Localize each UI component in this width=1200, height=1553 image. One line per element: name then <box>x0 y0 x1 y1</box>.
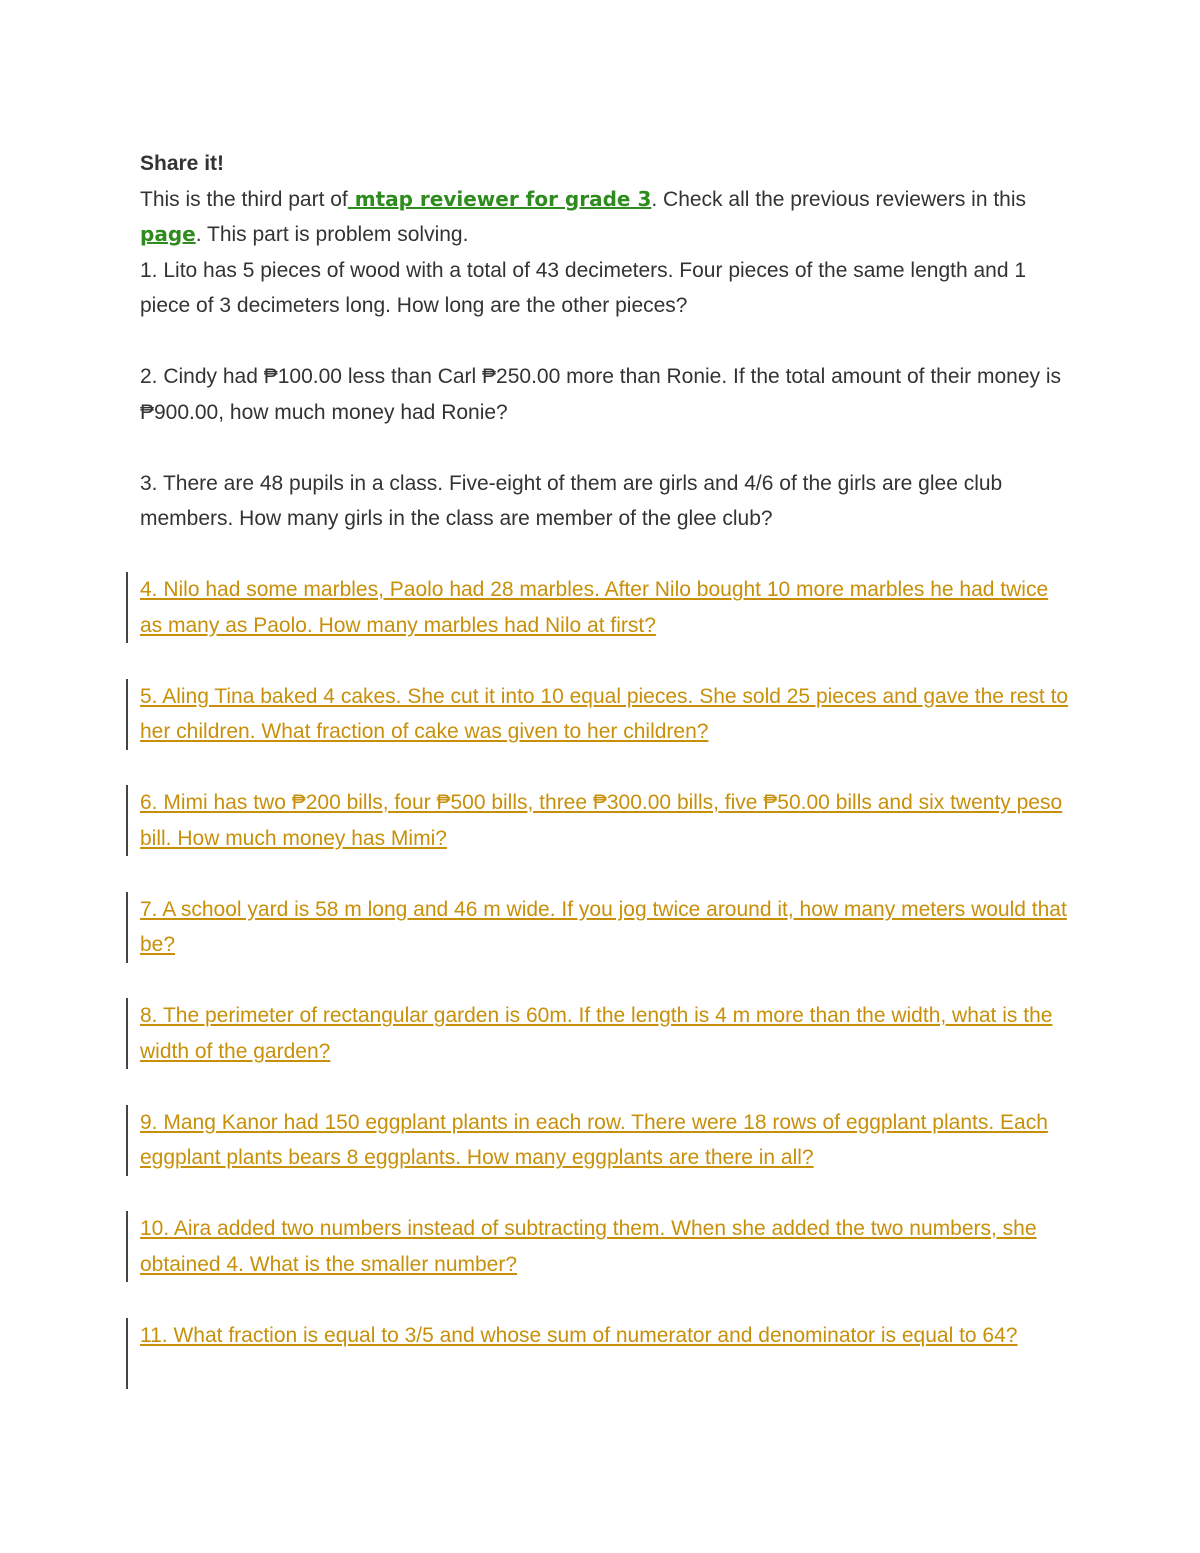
problem-4-text: 4. Nilo had some marbles, Paolo had 28 marbles. After Nilo bought 10 more marbles he had twice as many as Paolo. How many marbles had Nilo at first? <box>140 578 1049 637</box>
change-bar <box>126 1105 128 1176</box>
intro-text-3: . This part is problem solving. <box>195 223 469 246</box>
change-bar <box>126 679 128 750</box>
change-bar <box>126 572 128 643</box>
problem-2: 2. Cindy had ₱100.00 less than Carl ₱250.00 more than Ronie. If the total amount of their money is ₱900.00, how much money had Ronie? <box>140 365 1062 424</box>
change-bar <box>126 998 128 1069</box>
tracked-problem-10 <box>140 1211 1070 1282</box>
tracked-problem-6 <box>140 785 1070 856</box>
change-bar <box>126 892 128 963</box>
intro-text-2: . Check all the previous reviewers in this <box>651 187 1027 211</box>
tracked-problem-8 <box>140 998 1070 1069</box>
tracked-problem-11 <box>140 1318 1070 1354</box>
problem-3: 3. There are 48 pupils in a class. Five-eight of them are girls and 4/6 of the girls are glee club members. How many girls in the class are member of the glee club? <box>140 471 1003 530</box>
tracked-problem-5 <box>140 679 1070 750</box>
change-bar <box>126 1211 128 1282</box>
problem-6-text: 6. Mimi has two ₱200 bills, four ₱500 bills, three ₱300.00 bills, five ₱50.00 bills and six twenty peso bill. How much money has Mimi? <box>140 791 1063 850</box>
document-body <box>140 146 1070 1353</box>
problem-1: 1. Lito has 5 pieces of wood with a total of 43 decimeters. Four pieces of the same length and 1 piece of 3 decimeters long. How long are the other pieces? <box>140 258 1027 317</box>
problem-9-text: 9. Mang Kanor had 150 eggplant plants in each row. There were 18 rows of eggplant plants. Each eggplant plants bears 8 eggplants. How many eggplants are there in all? <box>140 1110 1048 1169</box>
change-bar <box>126 785 128 856</box>
problem-5-text: 5. Aling Tina baked 4 cakes. She cut it into 10 equal pieces. She sold 25 pieces and gave the rest to her children. What fraction of cake was given to her children? <box>140 684 1069 743</box>
problem-11-text: 11. What fraction is equal to 3/5 and whose sum of numerator and denominator is equal to 64? <box>140 1323 1018 1347</box>
problem-8-text: 8. The perimeter of rectangular garden is 60m. If the length is 4 m more than the width, what is the width of the garden? <box>140 1004 1053 1063</box>
problem-7-text: 7. A school yard is 58 m long and 46 m wide. If you jog twice around it, how many meters would that be? <box>140 897 1067 956</box>
share-heading: Share it! <box>140 152 225 175</box>
change-bar <box>126 1318 128 1389</box>
page-link[interactable]: page <box>140 222 196 246</box>
tracked-problem-9 <box>140 1105 1070 1176</box>
intro-paragraph <box>140 182 1070 253</box>
tracked-problem-7 <box>140 892 1070 963</box>
tracked-problem-4 <box>140 572 1070 643</box>
mtap-reviewer-link[interactable]: mtap reviewer for grade 3 <box>347 186 652 211</box>
problem-10-text: 10. Aira added two numbers instead of subtracting them. When she added the two numbers, she obtained 4. What is the smaller number? <box>140 1217 1037 1276</box>
intro-text-1: This is the third part of <box>140 187 348 211</box>
